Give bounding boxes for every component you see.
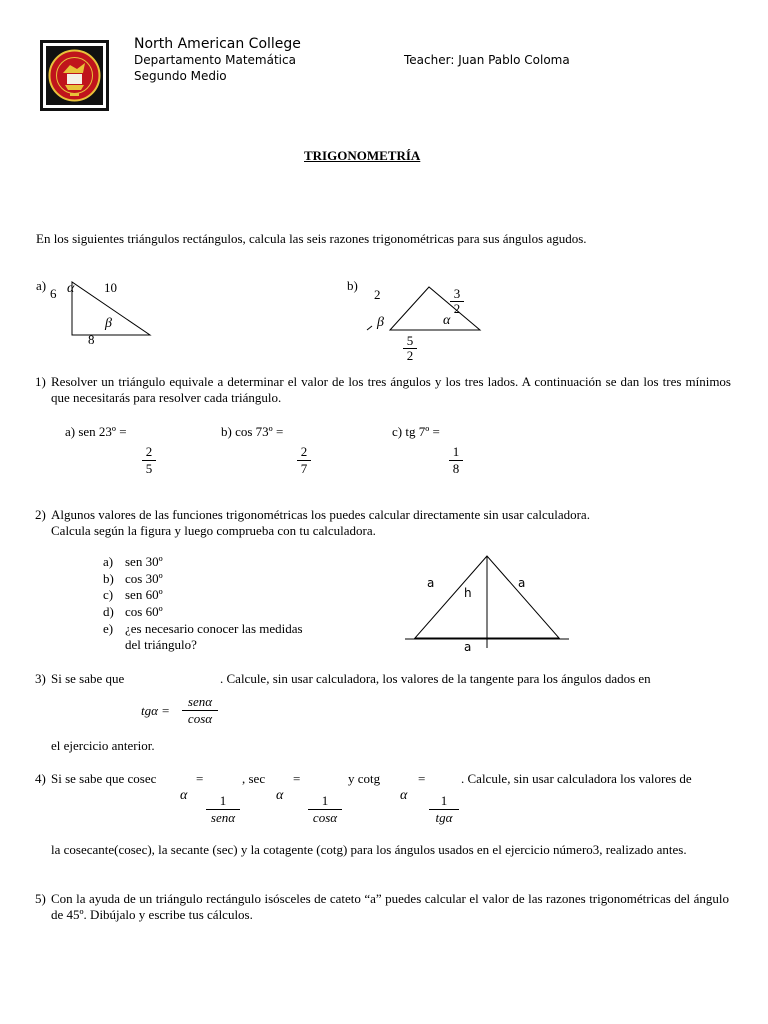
q4-number: 4): [35, 771, 46, 786]
triangle-b-label: b): [347, 278, 358, 293]
triangle-a-side-left: 6: [50, 286, 57, 301]
intro-text: En los siguientes triángulos rectángulos, calcula las seis razones trigonométricas para sus ángulos agudos.: [36, 231, 587, 246]
q3-number: 3): [35, 671, 46, 686]
q4-fraction-cotg: [429, 793, 459, 826]
triangle-b-side-right-den: 2: [450, 301, 464, 316]
q4-fraction-cotg-num: 1: [440, 793, 448, 808]
q4-alpha-3: α: [400, 788, 408, 803]
triangle-b-side-left: 2: [374, 287, 381, 302]
q1-item-c: c) tg 7º =: [392, 424, 440, 439]
q1-item-b-fraction: [297, 444, 311, 477]
q1-item-a: a) sen 23º =: [65, 424, 127, 439]
q3-formula-num: senα: [187, 694, 213, 709]
q1-item-c-num: 1: [452, 444, 460, 459]
q1-item-b-num: 2: [300, 444, 308, 459]
department: Departamento Matemática: [134, 53, 296, 67]
triangle-b-figure: [362, 280, 492, 340]
triangle-a-angle-beta: β: [105, 316, 112, 331]
q1-item-b: b) cos 73º =: [221, 424, 284, 439]
triangle-b-side-right: [450, 287, 464, 316]
q4-eq-3: =: [418, 771, 426, 786]
triangle-a-angle-alpha: α: [67, 281, 75, 296]
q2-item-a-text: sen 30º: [125, 554, 163, 569]
q2-item-b-text: cos 30º: [125, 571, 163, 586]
course-level: Segundo Medio: [134, 69, 227, 83]
q4-alpha-1: α: [180, 788, 188, 803]
q3-text-a: Si se sabe que: [51, 671, 125, 686]
q1-item-a-den: 5: [142, 460, 156, 477]
q2-item-e-continued: del triángulo?: [125, 637, 197, 652]
q4-text-4: . Calcule, sin usar calculadora los valores de: [461, 771, 692, 786]
q2-item-e-label: e): [103, 621, 114, 636]
q5-number: 5): [35, 891, 46, 906]
q2-line1: Algunos valores de las funciones trigonométricas los puedes calcular directamente sin usar calculadora.: [51, 507, 590, 522]
q1-item-b-den: 7: [297, 460, 311, 477]
figure-base: a: [464, 640, 472, 654]
q4-fraction-cosec-num: 1: [219, 793, 227, 808]
q1-item-c-den: 8: [449, 460, 463, 477]
crest-icon: [43, 43, 106, 108]
triangle-b-base-num: 5: [406, 333, 414, 348]
triangle-b-angle-alpha: α: [443, 313, 451, 328]
q4-eq-1: =: [196, 771, 204, 786]
triangle-a-base: 8: [88, 332, 95, 347]
q4-fraction-sec: [308, 793, 342, 826]
q4-text-1: Si se sabe que cosec: [51, 771, 157, 786]
school-logo: [40, 40, 109, 111]
q2-item-c-text: sen 60º: [125, 587, 163, 602]
q3-formula-lhs: tgα =: [141, 703, 170, 718]
q4-fraction-sec-den: cosα: [308, 809, 342, 826]
triangle-b-angle-beta: β: [377, 315, 384, 330]
q4-fraction-cosec-den: senα: [206, 809, 240, 826]
q4-eq-2: =: [293, 771, 301, 786]
equilateral-triangle-figure: [401, 552, 576, 652]
q4-fraction-cosec: [206, 793, 240, 826]
school-name: North American College: [134, 36, 301, 52]
triangle-b-side-right-num: 3: [453, 286, 461, 301]
q2-line2: Calcula según la figura y luego comprueba con tu calculadora.: [51, 523, 376, 538]
q2-item-b-label: b): [103, 571, 114, 586]
q1-item-a-num: 2: [145, 444, 153, 459]
q3-formula-den: cosα: [182, 710, 218, 727]
q2-number: 2): [35, 507, 46, 522]
triangle-b-base-den: 2: [403, 348, 417, 363]
q4-alpha-2: α: [276, 788, 284, 803]
figure-side-right: a: [518, 576, 526, 590]
triangle-b-base: [403, 334, 417, 363]
q4-text-3: y cotg: [348, 771, 381, 786]
q4-text-2: , sec: [242, 771, 266, 786]
q2-item-d-text: cos 60º: [125, 604, 163, 619]
q5-text: Con la ayuda de un triángulo rectángulo isósceles de cateto “a” puedes calcular el valor de las razones trigonométricas del ángulo de 45º. Dibújalo y escribe tus cálculos.: [51, 891, 729, 922]
q2-item-a-label: a): [103, 554, 114, 569]
q1-item-a-fraction: [142, 444, 156, 477]
q1-number: 1): [35, 374, 46, 389]
q3-text-c: el ejercicio anterior.: [51, 738, 155, 753]
q2-item-e-text: ¿es necesario conocer las medidas: [125, 621, 303, 636]
q1-text: Resolver un triángulo equivale a determinar el valor de los tres ángulos y los tres lados. A continuación se dan los tres mínimos que necesitarás para resolver cada triángulo.: [51, 374, 731, 405]
teacher: Teacher: Juan Pablo Coloma: [404, 53, 570, 67]
q2-item-c-label: c): [103, 587, 114, 602]
q3-text-b: . Calcule, sin usar calculadora, los valores de la tangente para los ángulos dados en: [220, 671, 651, 686]
triangle-a-label: a): [36, 278, 47, 293]
q3-formula-fraction: [182, 694, 218, 727]
page-title: TRIGONOMETRÍA: [304, 148, 421, 163]
q2-item-d-label: d): [103, 604, 114, 619]
q4-fraction-sec-num: 1: [321, 793, 329, 808]
figure-height: h: [464, 586, 472, 600]
figure-side-left: a: [427, 576, 435, 590]
triangle-a-hypotenuse: 10: [104, 280, 117, 295]
q1-item-c-fraction: [449, 444, 463, 477]
q4-text: la cosecante(cosec), la secante (sec) y la cotagente (cotg) para los ángulos usados en el ejercicio número3, realizado antes.: [51, 842, 687, 857]
q4-fraction-cotg-den: tgα: [429, 809, 459, 826]
